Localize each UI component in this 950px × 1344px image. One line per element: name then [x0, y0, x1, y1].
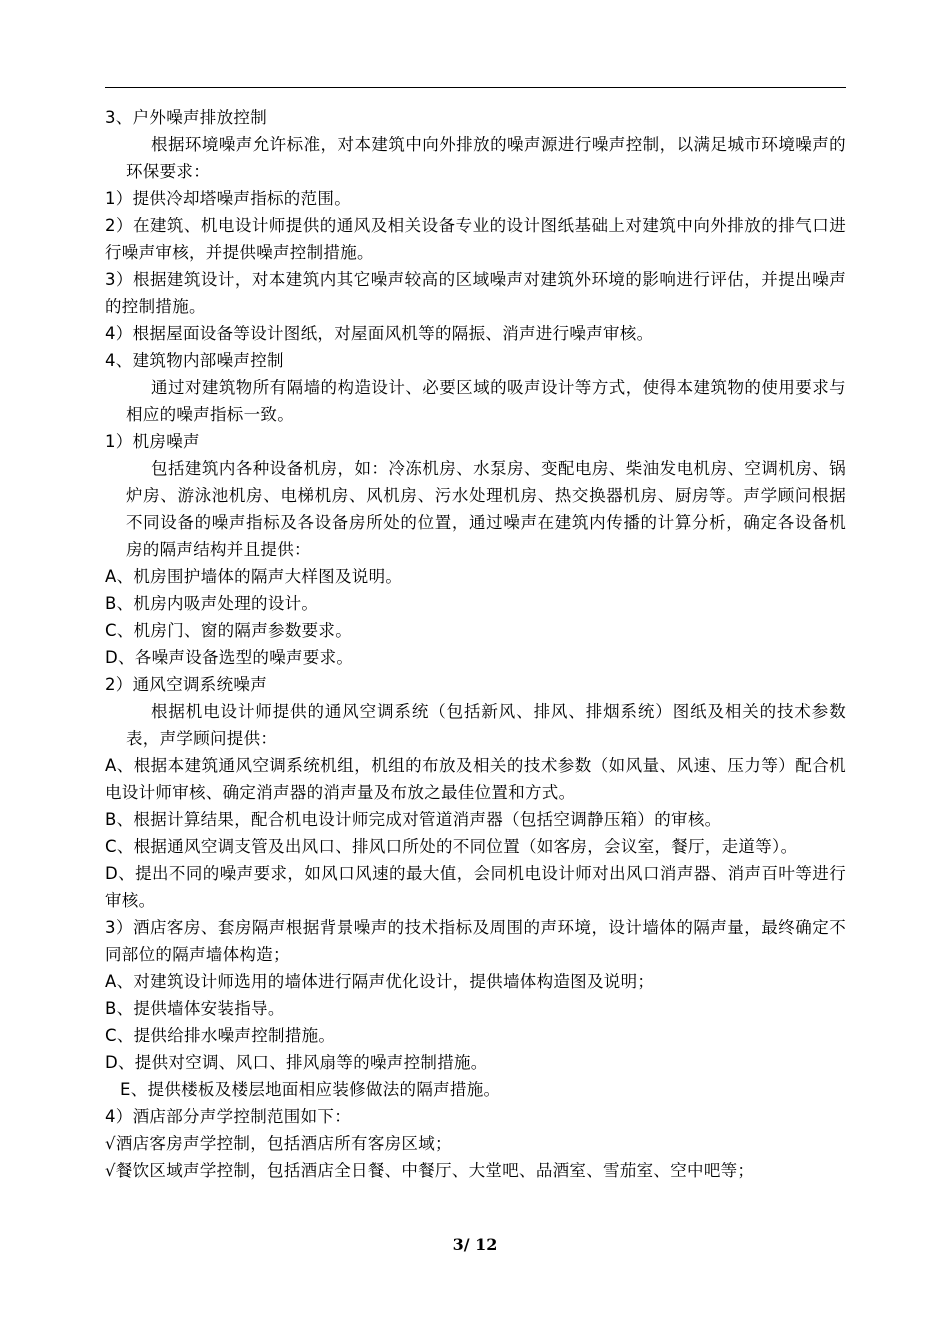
paragraph: 4）酒店部分声学控制范围如下： [105, 1107, 351, 1126]
paragraph: 通过对建筑物所有隔墙的构造设计、必要区域的吸声设计等方式，使得本建筑物的使用要求与相应的噪声指标一致。 [126, 378, 846, 424]
paragraph: B、机房内吸声处理的设计。 [105, 594, 319, 613]
paragraph: 3、户外噪声排放控制 [105, 108, 267, 127]
paragraph: C、提供给排水噪声控制措施。 [105, 1026, 336, 1045]
paragraph: D、提出不同的噪声要求，如风口风速的最大值，会同机电设计师对出风口消声器、消声百叶等进行审核。 [105, 864, 846, 910]
paragraph: 根据环境噪声允许标准，对本建筑中向外排放的噪声源进行噪声控制，以满足城市环境噪声的环保要求： [126, 135, 846, 181]
paragraph: B、提供墙体安装指导。 [105, 999, 285, 1018]
paragraph: 2）通风空调系统噪声 [105, 675, 267, 694]
paragraph: C、根据通风空调支管及出风口、排风口所处的不同位置（如客房，会议室，餐厅，走道等）。 [105, 837, 798, 856]
paragraph: 4、建筑物内部噪声控制 [105, 351, 284, 370]
paragraph: A、根据本建筑通风空调系统机组，机组的布放及相关的技术参数（如风量、风速、压力等）配合机电设计师审核、确定消声器的消声量及布放之最佳位置和方式。 [105, 756, 846, 802]
paragraph: A、对建筑设计师选用的墙体进行隔声优化设计，提供墙体构造图及说明； [105, 972, 655, 991]
paragraph: √酒店客房声学控制，包括酒店所有客房区域； [105, 1134, 452, 1153]
paragraph: 1）提供冷却塔噪声指标的范围。 [105, 189, 351, 208]
paragraph: 1）机房噪声 [105, 432, 200, 451]
header-rule [105, 87, 846, 88]
paragraph: C、机房门、窗的隔声参数要求。 [105, 621, 353, 640]
paragraph: D、提供对空调、风口、排风扇等的噪声控制措施。 [105, 1053, 488, 1072]
paragraph: B、根据计算结果，配合机电设计师完成对管道消声器（包括空调静压箱）的审核。 [105, 810, 722, 829]
paragraph: D、各噪声设备选型的噪声要求。 [105, 648, 354, 667]
paragraph: 根据机电设计师提供的通风空调系统（包括新风、排风、排烟系统）图纸及相关的技术参数表，声学顾问提供： [126, 702, 846, 748]
paragraph: 4）根据屋面设备等设计图纸，对屋面风机等的隔振、消声进行噪声审核。 [105, 324, 654, 343]
paragraph: 3）根据建筑设计，对本建筑内其它噪声较高的区域噪声对建筑外环境的影响进行评估，并提出噪声的控制措施。 [105, 270, 846, 316]
paragraph: E、提供楼板及楼层地面相应装修做法的隔声措施。 [120, 1080, 501, 1099]
paragraph: 包括建筑内各种设备机房，如：冷冻机房、水泵房、变配电房、柴油发电机房、空调机房、锅炉房、游泳池机房、电梯机房、风机房、污水处理机房、热交换器机房、厨房等。声学顾问根据不同设备的噪声指标及各设备房所处的位置，通过噪声在建筑内传播的计算分析，确定各设备机房的隔声结构并且提供： [126, 459, 846, 559]
page-number: 3/ 12 [452, 1235, 498, 1254]
document-body [105, 104, 846, 1184]
paragraph: A、机房围护墙体的隔声大样图及说明。 [105, 567, 403, 586]
paragraph: 3）酒店客房、套房隔声根据背景噪声的技术指标及周围的声环境，设计墙体的隔声量，最终确定不同部位的隔声墙体构造； [105, 918, 846, 964]
paragraph: √餐饮区域声学控制，包括酒店全日餐、中餐厅、大堂吧、品酒室、雪茄室、空中吧等； [105, 1161, 755, 1180]
paragraph: 2）在建筑、机电设计师提供的通风及相关设备专业的设计图纸基础上对建筑中向外排放的排气口进行噪声审核，并提供噪声控制措施。 [105, 216, 846, 262]
